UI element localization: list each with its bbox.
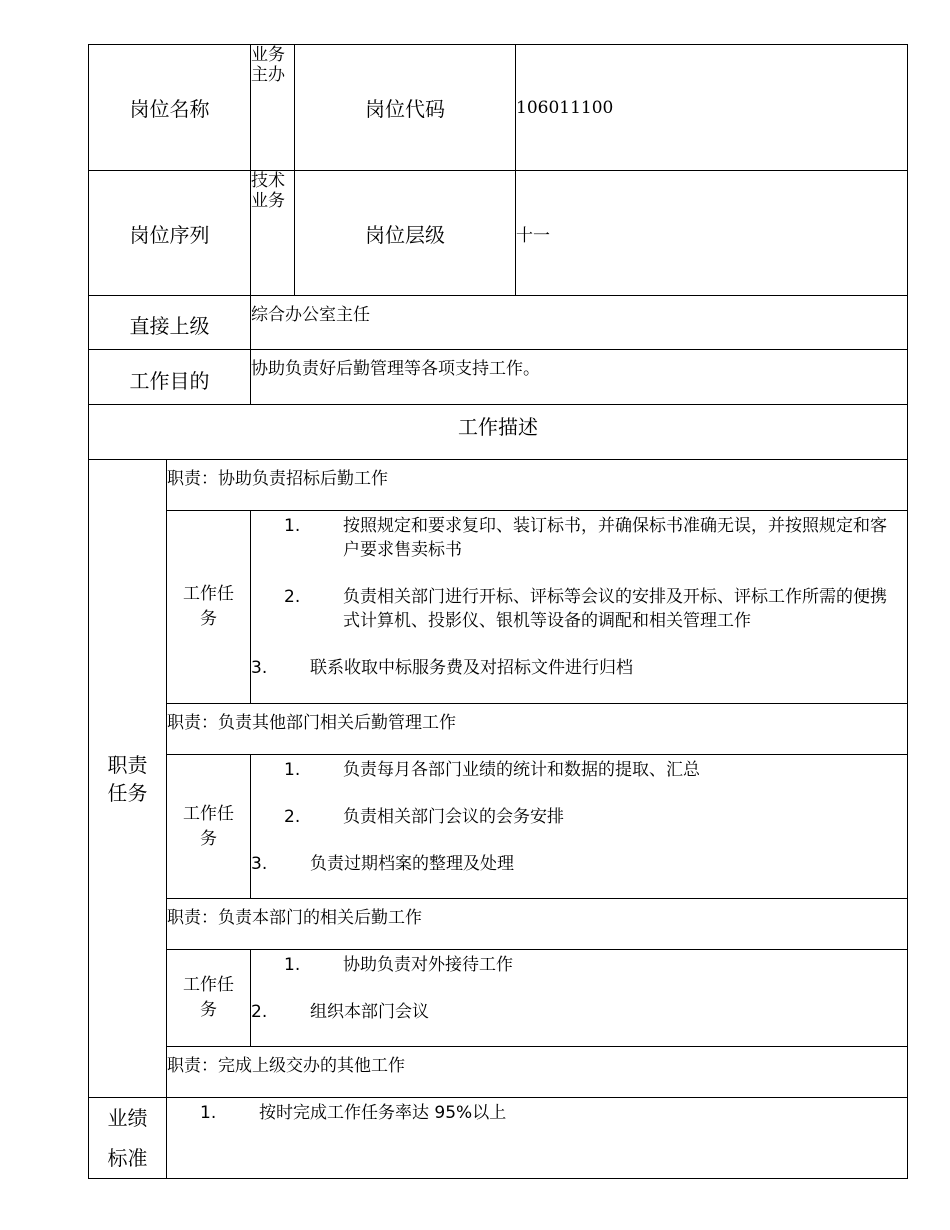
position-series-value: 技术业务 [251, 171, 295, 296]
task-item [251, 805, 899, 829]
duty-title: 职责：完成上级交办的其他工作 [167, 1047, 908, 1098]
position-name-value: 业务主办 [251, 45, 295, 171]
purpose-label: 工作目的 [89, 350, 251, 405]
row-description-title [89, 405, 908, 460]
performance-list [167, 1098, 908, 1179]
task-row [89, 950, 908, 1047]
task-item [251, 514, 899, 562]
position-level-label: 岗位层级 [295, 171, 516, 296]
purpose-value: 协助负责好后勤管理等各项支持工作。 [251, 350, 908, 405]
performance-text: 按时完成工作任务率达 95%以上 [259, 1103, 507, 1123]
task-label-text: 工作任务 [183, 975, 234, 1020]
task-text: 组织本部门会议 [310, 1002, 429, 1022]
duty-row [89, 460, 908, 511]
task-list [251, 511, 908, 704]
task-text: 负责每月各部门业绩的统计和数据的提取、汇总 [343, 760, 700, 780]
task-row [89, 755, 908, 899]
performance-label-text: 业绩标准 [107, 1106, 148, 1170]
task-number: 3. [251, 854, 268, 874]
task-list [251, 950, 908, 1047]
task-item [251, 1000, 899, 1024]
performance-label [89, 1098, 167, 1179]
duty-title: 职责：负责其他部门相关后勤管理工作 [167, 704, 908, 755]
task-number: 1. [284, 955, 301, 975]
performance-item [167, 1101, 907, 1125]
task-label [167, 511, 251, 704]
task-text: 负责相关部门会议的会务安排 [343, 807, 564, 827]
task-number: 1. [284, 516, 301, 536]
row-superior [89, 296, 908, 350]
task-text: 负责相关部门进行开标、评标等会议的安排及开标、评标工作所需的便携式计算机、投影仪、银机等设备的调配和相关管理工作 [343, 587, 887, 631]
task-number: 2. [251, 1002, 268, 1022]
task-text: 联系收取中标服务费及对招标文件进行归档 [310, 658, 633, 678]
task-list [251, 755, 908, 899]
row-purpose [89, 350, 908, 405]
position-name-label: 岗位名称 [89, 45, 251, 171]
task-label-text: 工作任务 [183, 584, 234, 629]
position-level-value: 十一 [516, 171, 908, 296]
task-number: 2. [284, 587, 301, 607]
duties-label-text: 职责任务 [107, 752, 148, 805]
duties-label [89, 460, 167, 1098]
row-performance [89, 1098, 908, 1179]
task-text: 负责过期档案的整理及处理 [310, 854, 514, 874]
task-row [89, 511, 908, 704]
task-item [251, 656, 899, 680]
duty-row [89, 704, 908, 755]
task-label-text: 工作任务 [183, 803, 234, 849]
task-item [251, 585, 899, 633]
duty-title: 职责：负责本部门的相关后勤工作 [167, 899, 908, 950]
job-description-table [88, 44, 908, 1179]
task-label [167, 950, 251, 1047]
row-position-series [89, 171, 908, 296]
task-number: 2. [284, 807, 301, 827]
duty-row [89, 1047, 908, 1098]
duty-row [89, 899, 908, 950]
task-item [251, 758, 899, 782]
task-item [251, 852, 899, 876]
duty-title: 职责：协助负责招标后勤工作 [167, 460, 908, 511]
position-series-label: 岗位序列 [89, 171, 251, 296]
superior-label: 直接上级 [89, 296, 251, 350]
description-title: 工作描述 [89, 405, 908, 460]
position-code-value: 106011100 [516, 45, 908, 171]
task-number: 1. [284, 760, 301, 780]
task-number: 3. [251, 658, 268, 678]
task-label [167, 755, 251, 899]
performance-number: 1. [200, 1103, 217, 1123]
row-position-name [89, 45, 908, 171]
task-item [251, 953, 899, 977]
position-code-label: 岗位代码 [295, 45, 516, 171]
task-text: 协助负责对外接待工作 [343, 955, 513, 975]
superior-value: 综合办公室主任 [251, 296, 908, 350]
task-text: 按照规定和要求复印、装订标书，并确保标书准确无误，并按照规定和客户要求售卖标书 [343, 516, 887, 560]
